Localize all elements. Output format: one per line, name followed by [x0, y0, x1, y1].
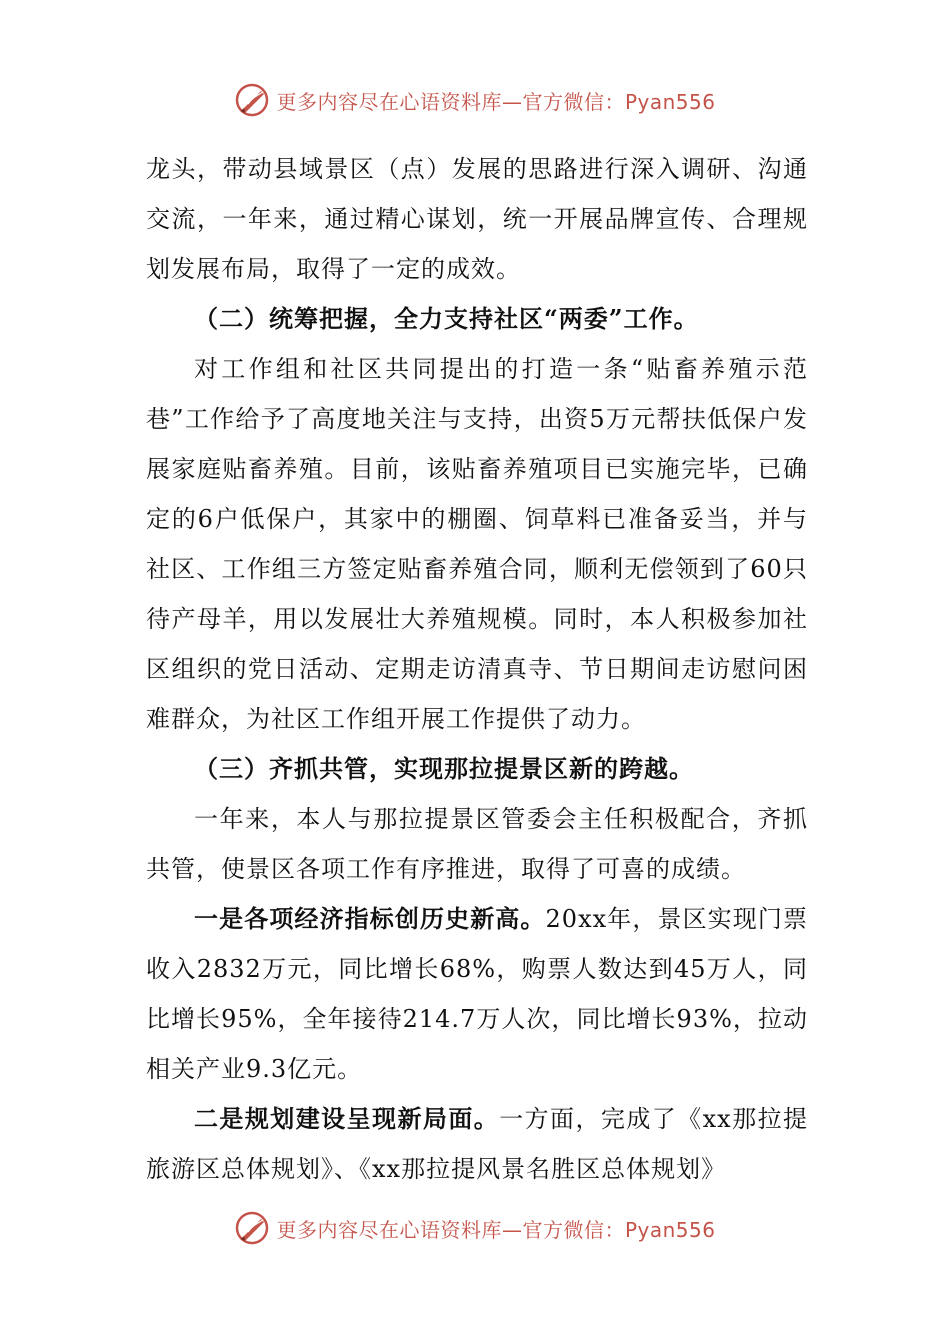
- text-economic-indicators: 20xx年，景区实现门票收入2832万元，同比增长68%，购票人数达到45万人，同比增长95%，全年接待214.7万人次，同比增长93%，拉动相关产业9.3亿元。: [146, 905, 809, 1083]
- text-planning: 一方面，完成了《xx那拉提旅游区总体规划》、《xx那拉提风景名胜区总体规划》: [146, 1105, 809, 1183]
- lead-economic-indicators: 一是各项经济指标创历史新高。: [194, 904, 546, 933]
- document-body: [146, 144, 808, 1194]
- section-heading-two: （二）统筹把握，全力支持社区“两委”工作。: [194, 304, 699, 333]
- watermark-banner-bottom: [0, 1208, 950, 1248]
- section-heading-three: （三）齐抓共管，实现那拉提景区新的跨越。: [194, 754, 694, 783]
- watermark-banner-top: [0, 80, 950, 120]
- paragraph-intro: 龙头，带动县域景区（点）发展的思路进行深入调研、沟通交流，一年来，通过精心谋划，统一开展品牌宣传、合理规划发展布局，取得了一定的成效。: [146, 155, 808, 283]
- watermark-text: 更多内容尽在心语资料库—官方微信：Pyan556: [276, 1217, 716, 1242]
- paragraph-section-two: 对工作组和社区共同提出的打造一条“贴畜养殖示范巷”工作给予了高度地关注与支持，出资5万元帮扶低保户发展家庭贴畜养殖。目前，该贴畜养殖项目已实施完毕，已确定的6户低保户，其家中的棚圈、饲草料已准备妥当，并与社区、工作组三方签定贴畜养殖合同，顺利无偿领到了60只待产母羊，用以发展壮大养殖规模。同时，本人积极参加社区组织的党日活动、定期走访清真寺、节日期间走访慰问困难群众，为社区工作组开展工作提供了动力。: [146, 355, 808, 733]
- lead-planning: 二是规划建设呈现新局面。: [194, 1104, 500, 1133]
- quill-pen-logo-icon: [234, 1210, 270, 1246]
- paragraph-planning: [146, 1094, 808, 1194]
- quill-pen-logo-icon: [234, 82, 270, 118]
- paragraph-section-three: 一年来，本人与那拉提景区管委会主任积极配合，齐抓共管，使景区各项工作有序推进，取得了可喜的成绩。: [146, 805, 808, 883]
- watermark-text: 更多内容尽在心语资料库—官方微信：Pyan556: [276, 89, 716, 114]
- paragraph-economic-indicators: [146, 894, 808, 1094]
